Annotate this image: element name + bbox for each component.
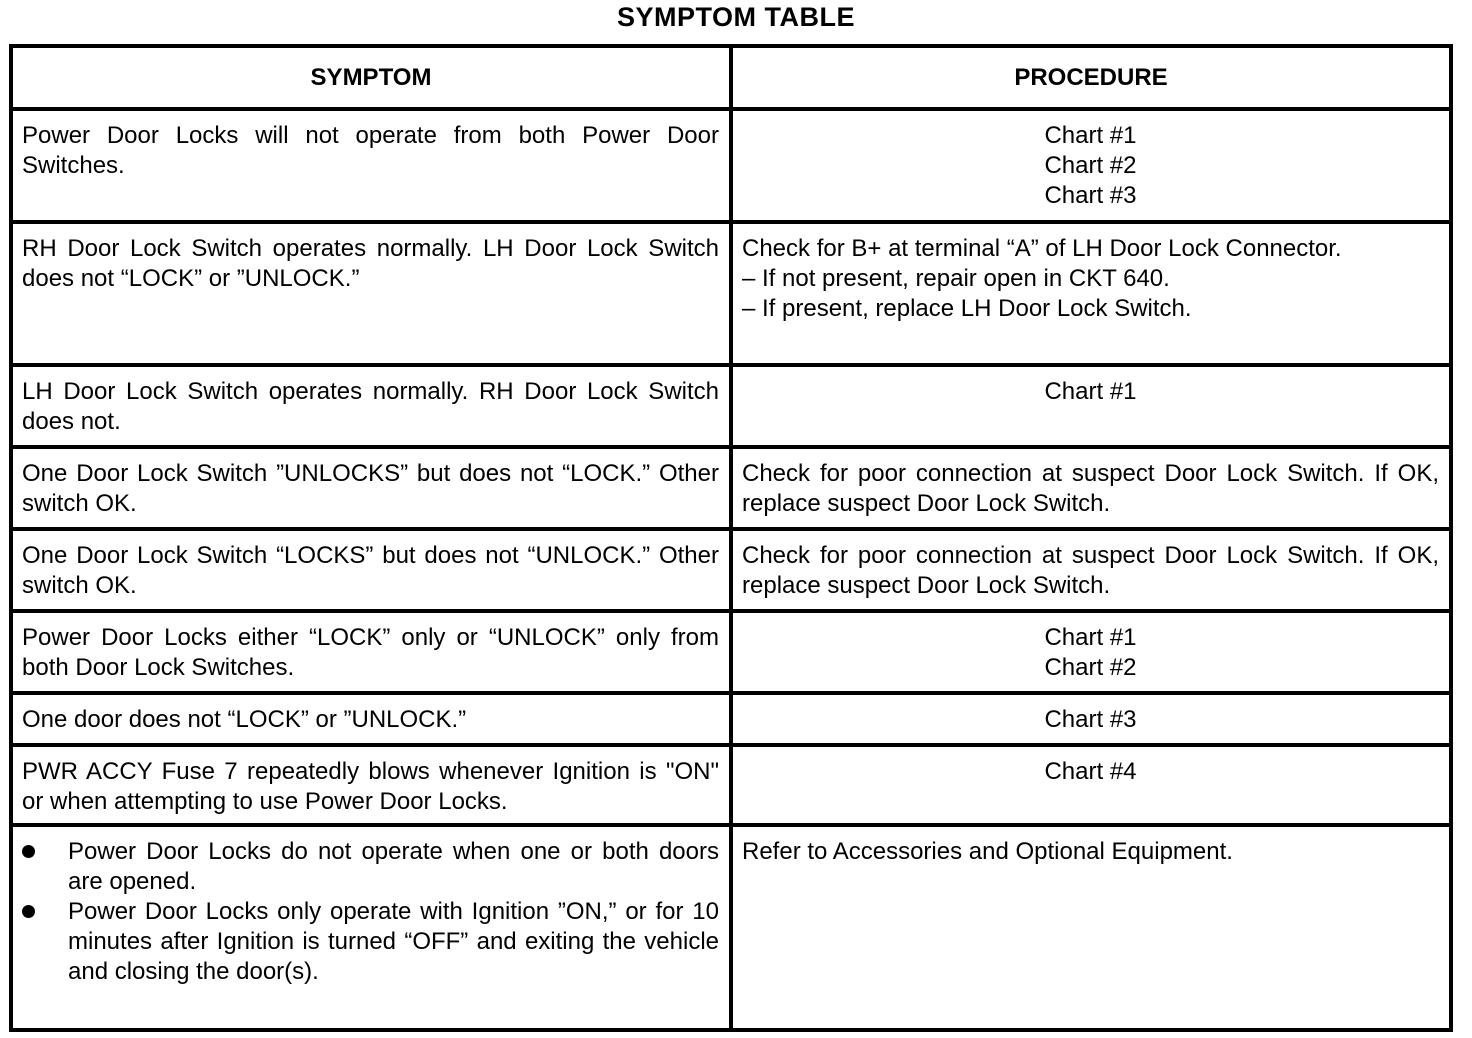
procedure-cell bbox=[731, 222, 1451, 365]
symptom-cell: RH Door Lock Switch operates normally. LH Door Lock Switch does not “LOCK” or ”UNLOCK.” bbox=[11, 222, 731, 365]
procedure-step: – If present, replace LH Door Lock Switch. bbox=[742, 295, 1192, 322]
procedure-cell bbox=[731, 611, 1451, 693]
bullet-item bbox=[22, 837, 719, 897]
table-row bbox=[11, 447, 1451, 529]
symptom-cell: One Door Lock Switch “LOCKS” but does not “UNLOCK.” Other switch OK. bbox=[11, 529, 731, 611]
symptom-cell bbox=[11, 825, 731, 1030]
table-row bbox=[11, 222, 1451, 365]
procedure-cell: Check for poor connection at suspect Door Lock Switch. If OK, replace suspect Door Lock Switch. bbox=[731, 529, 1451, 611]
table-row bbox=[11, 745, 1451, 825]
symptom-cell: One Door Lock Switch ”UNLOCKS” but does not “LOCK.” Other switch OK. bbox=[11, 447, 731, 529]
symptom-cell: One door does not “LOCK” or ”UNLOCK.” bbox=[11, 693, 731, 745]
chart-reference: Chart #4 bbox=[1044, 758, 1137, 785]
symptom-table bbox=[9, 44, 1453, 1032]
symptom-bullet-list bbox=[22, 837, 719, 987]
procedure-cell bbox=[731, 693, 1451, 745]
bullet-icon bbox=[22, 845, 35, 858]
symptom-cell: Power Door Locks will not operate from both Power Door Switches. bbox=[11, 109, 731, 222]
table-header-row bbox=[11, 46, 1451, 109]
procedure-cell: Refer to Accessories and Optional Equipment. bbox=[731, 825, 1451, 1030]
chart-reference: Chart #2 bbox=[1044, 654, 1137, 681]
procedure-step: – If not present, repair open in CKT 640. bbox=[742, 265, 1170, 292]
procedure-cell bbox=[731, 365, 1451, 447]
chart-reference: Chart #1 bbox=[1044, 624, 1137, 651]
chart-reference: Chart #2 bbox=[1044, 152, 1137, 179]
symptom-cell: PWR ACCY Fuse 7 repeatedly blows whenever Ignition is "ON" or when attempting to use Power Door Locks. bbox=[11, 745, 731, 825]
procedure-text: Check for B+ at terminal “A” of LH Door Lock Connector. bbox=[742, 235, 1342, 262]
chart-reference: Chart #1 bbox=[1044, 122, 1137, 149]
table-row bbox=[11, 825, 1451, 1030]
page-title: SYMPTOM TABLE bbox=[616, 2, 855, 32]
table-row bbox=[11, 529, 1451, 611]
chart-reference: Chart #3 bbox=[1044, 182, 1137, 209]
procedure-cell bbox=[731, 745, 1451, 825]
bullet-text: Power Door Locks do not operate when one or both doors are opened. bbox=[68, 838, 719, 895]
bullet-icon bbox=[22, 905, 35, 918]
procedure-cell bbox=[731, 109, 1451, 222]
bullet-text: Power Door Locks only operate with Ignition ”ON,” or for 10 minutes after Ignition is turned “OFF” and exiting the vehicle and closing the door(s). bbox=[68, 898, 719, 985]
table-row bbox=[11, 693, 1451, 745]
symptom-cell: Power Door Locks either “LOCK” only or “UNLOCK” only from both Door Lock Switches. bbox=[11, 611, 731, 693]
procedure-cell: Check for poor connection at suspect Door Lock Switch. If OK, replace suspect Door Lock Switch. bbox=[731, 447, 1451, 529]
procedure-header: PROCEDURE bbox=[731, 46, 1451, 109]
table-row bbox=[11, 109, 1451, 222]
symptom-cell: LH Door Lock Switch operates normally. RH Door Lock Switch does not. bbox=[11, 365, 731, 447]
chart-reference: Chart #3 bbox=[1044, 706, 1137, 733]
symptom-header: SYMPTOM bbox=[11, 46, 731, 109]
table-row bbox=[11, 365, 1451, 447]
chart-reference: Chart #1 bbox=[1044, 378, 1137, 405]
bullet-item bbox=[22, 897, 719, 987]
table-row bbox=[11, 611, 1451, 693]
